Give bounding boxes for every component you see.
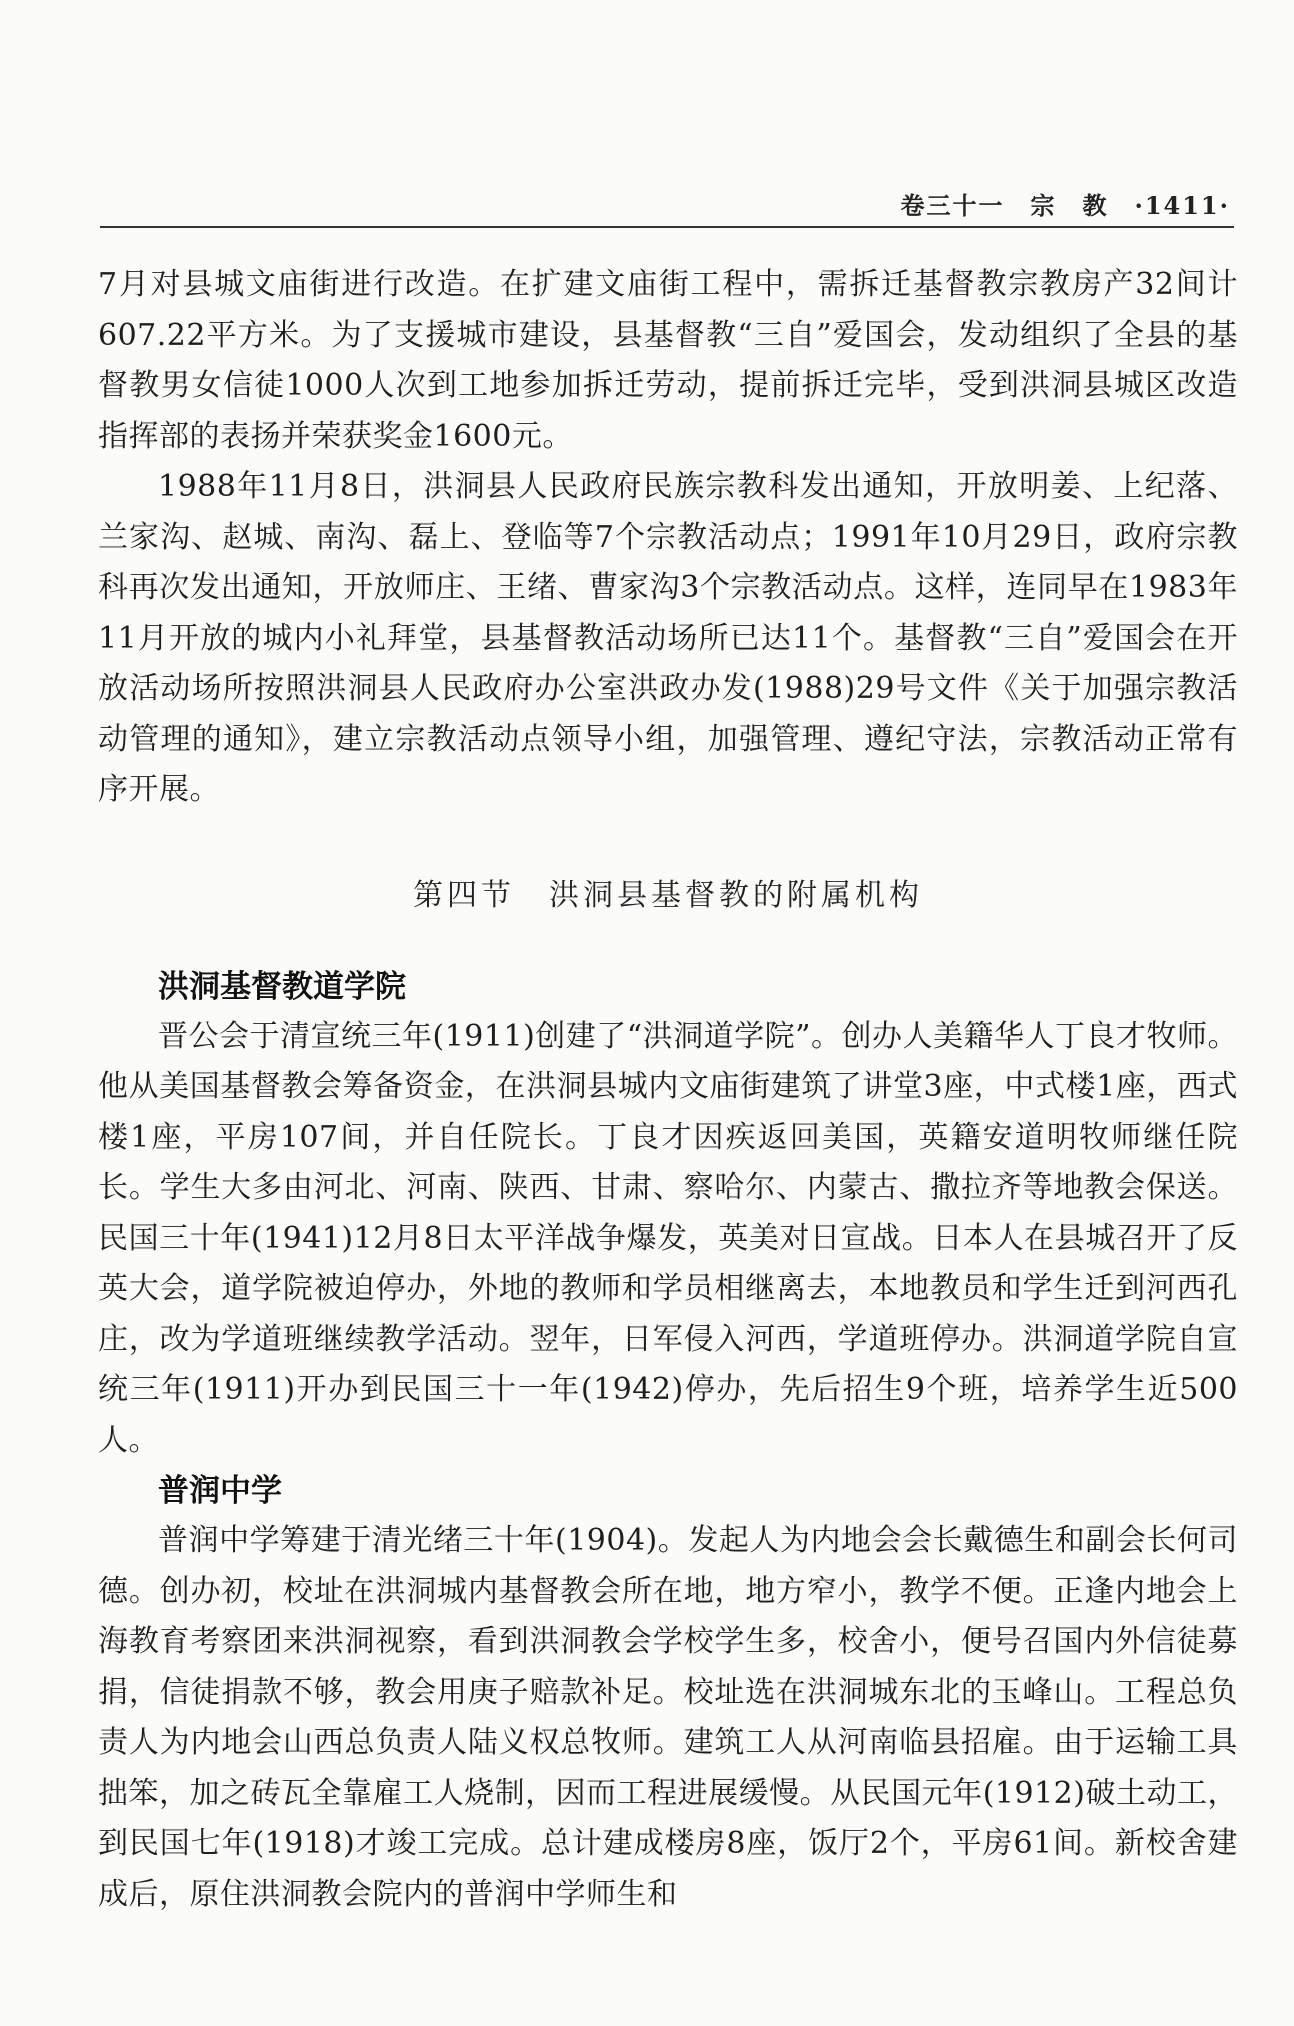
paragraph-activity-sites: 1988年11月8日，洪洞县人民政府民族宗教科发出通知，开放明姜、上纪落、兰家沟、赵城、南沟、磊上、登临等7个宗教活动点；1991年10月29日，政府宗教科再次发出通知，开放师庄、王绪、曹家沟3个宗教活动点。这样，连同早在1983年11月开放的城内小礼拜堂，县基督教活动场所已达11个。基督教“三自”爱国会在开放活动场所按照洪洞县人民政府办公室洪政办发(1988)29号文件《关于加强宗教活动管理的通知》，建立宗教活动点领导小组，加强管理、遵纪守法，宗教活动正常有序开展。 [98,469,1238,807]
running-title: 卷三十一 宗 教 ·1411· [900,191,1230,220]
header-rule [100,226,1234,228]
school-paragraph: 普润中学筹建于清光绪三十年(1904)。发起人为内地会会长戴德生和副会长何司德。创办初，校址在洪洞城内基督教会所在地，地方窄小，教学不便。正逢内地会上海教育考察团来洪洞视察，看到洪洞教会学校学生多，校舍小，便号召国内外信徒募捐，信徒捐款不够，教会用庚子赔款补足。校址选在洪洞城东北的玉峰山。工程总负责人为内地会山西总负责人陆义权总牧师。建筑工人从河南临县招雇。由于运输工具拙笨，加之砖瓦全靠雇工人烧制，因而工程进展缓慢。从民国元年(1912)破土动工，到民国七年(1918)才竣工完成。总计建成楼房8座，饭厅2个，平房61间。新校舍建成后，原住洪洞教会院内的普润中学师生和 [98,1523,1238,1912]
school-heading: 普润中学 [158,1473,282,1509]
section-title: 第四节 洪洞县基督教的附属机构 [413,877,923,913]
paragraph-demolition: 7月对县城文庙街进行改造。在扩建文庙街工程中，需拆迁基督教宗教房产32间计607.22平方米。为了支援城市建设，县基督教“三自”爱国会，发动组织了全县的基督教男女信徒1000人次到工地参加拆迁劳动，提前拆迁完毕，受到洪洞县城区改造指挥部的表扬并荣获奖金1600元。 [98,267,1238,454]
page-header [100,182,1234,222]
page-body [98,260,1238,1920]
seminary-paragraph: 晋公会于清宣统三年(1911)创建了“洪洞道学院”。创办人美籍华人丁良才牧师。他从美国基督教会筹备资金，在洪洞县城内文庙街建筑了讲堂3座，中式楼1座，西式楼1座，平房107间，并自任院长。丁良才因疾返回美国，英籍安道明牧师继任院长。学生大多由河北、河南、陕西、甘肃、察哈尔、内蒙古、撒拉齐等地教会保送。民国三十年(1941)12月8日太平洋战争爆发，英美对日宣战。日本人在县城召开了反英大会，道学院被迫停办，外地的教师和学员相继离去，本地教员和学生迁到河西孔庄，改为学道班继续教学活动。翌年，日军侵入河西，学道班停办。洪洞道学院自宣统三年(1911)开办到民国三十一年(1942)停办，先后招生9个班，培养学生近500人。 [98,1018,1238,1458]
seminary-heading: 洪洞基督教道学院 [158,968,406,1005]
